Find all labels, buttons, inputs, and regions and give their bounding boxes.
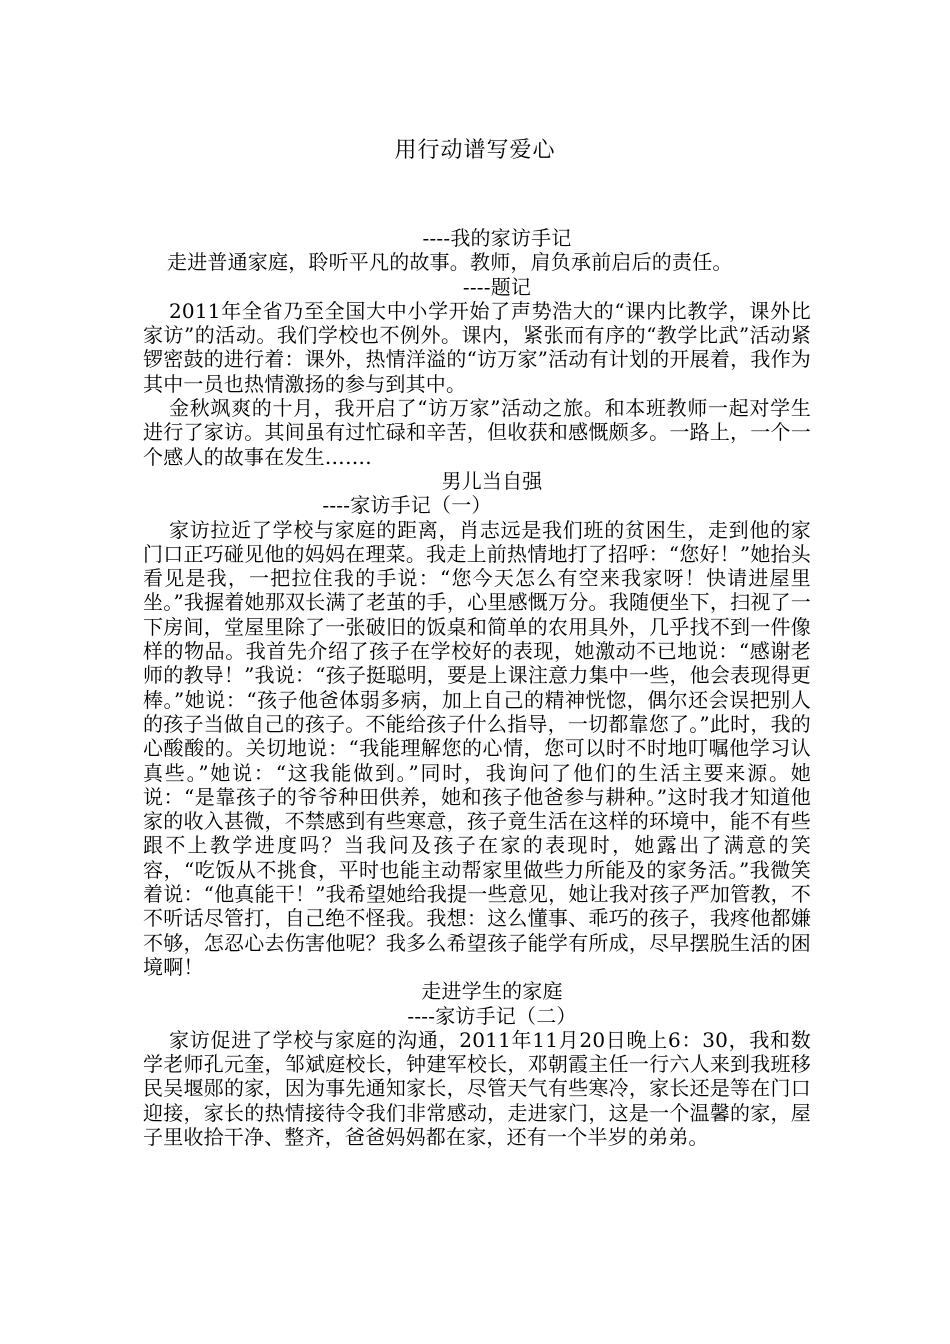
intro-paragraph: 金秋飒爽的十月，我开启了“访万家”活动之旅。和本班教师一起对学生进行了家访。其间虽有过忙碌和辛苦，但收获和感慨颇多。一路上，一个一个感人的故事在发生……. — [143, 396, 811, 469]
section-paragraph: 家访拉近了学校与家庭的距离，肖志远是我们班的贫困生，走到他的家门口正巧碰见他的妈妈在理菜。我走上前热情地打了招呼：“您好！”她抬头看见是我，一把拉住我的手说：“您今天怎么有空来我家呀！快请进屋里坐。”我握着她那双长满了老茧的手，心里感慨万分。我随便坐下，扫视了一下房间，堂屋里除了一张破旧的饭桌和简单的农用具外，几乎找不到一件像样的物品。我首先介绍了孩子在学校好的表现，她激动不已地说：“感谢老师的教导！”我说：“孩子挺聪明，要是上课注意力集中一些，他会表现得更棒。”她说：“孩子他爸体弱多病，加上自己的精神恍惚，偶尔还会误把别人的孩子当做自己的孩子。不能给孩子什么指导，一切都靠您了。”此时，我的心酸酸的。关切地说：“我能理解您的心情，您可以时不时地叮嘱他学习认真些。”她说：“这我能做到。”同时，我询问了他们的生活主要来源。她说：“是靠孩子的爷爷种田供养，她和孩子他爸参与耕种。”这时我才知道他家的收入甚微，不禁感到有些寒意，孩子竟生活在这样的环境中，能不有些跟不上教学进度吗？当我问及孩子在家的表现时，她露出了满意的笑容，“吃饭从不挑食，平时也能主动帮家里做些力所能及的家务活。”我微笑着说：“他真能干！”我希望她给我提一些意见，她让我对孩子严加管教，不不听话尽管打，自己绝不怪我。我想：这么懂事、乖巧的孩子，我疼他都嫌不够，怎忍心去伤害他呢？我多么希望孩子能学有所成，尽早摆脱生活的困境啊！ — [143, 517, 811, 979]
inscription-label: ----题记 — [462, 274, 532, 299]
section-subheading: ----家访手记（二） — [407, 1003, 577, 1028]
inscription-text: 走进普通家庭，聆听平凡的故事。教师，肩负承前启后的责任。 — [167, 250, 733, 275]
section-paragraph: 家访促进了学校与家庭的沟通，2011年11月20日晚上6：30，我和数学老师孔元奎，邹斌庭校长，钟建军校长，邓朝霞主任一行六人来到我班移民吴堰郧的家，因为事先通知家长，尽管天气有些寒冷，家长还是等在门口迎接，家长的热情接待令我们非常感动，走进家门，这是一个温馨的家，屋子里收拾干净、整齐，爸爸妈妈都在家，还有一个半岁的弟弟。 — [143, 1027, 811, 1149]
document-title: 用行动谱写爱心 — [394, 138, 556, 163]
document-body — [143, 226, 811, 1149]
section-subheading: ----家访手记（一） — [322, 493, 492, 518]
section-heading: 走进学生的家庭 — [421, 979, 563, 1004]
document-subtitle: ----我的家访手记 — [422, 226, 572, 250]
section-heading: 男儿当自强 — [441, 468, 543, 493]
intro-paragraph: 2011年全省乃至全国大中小学开始了声势浩大的“课内比教学，课外比家访”的活动。我们学校也不例外。课内，紧张而有序的“教学比武”活动紧锣密鼓的进行着：课外，热情洋溢的“访万家”活动有计划的开展着，我作为其中一员也热情激扬的参与到其中。 — [143, 298, 811, 396]
